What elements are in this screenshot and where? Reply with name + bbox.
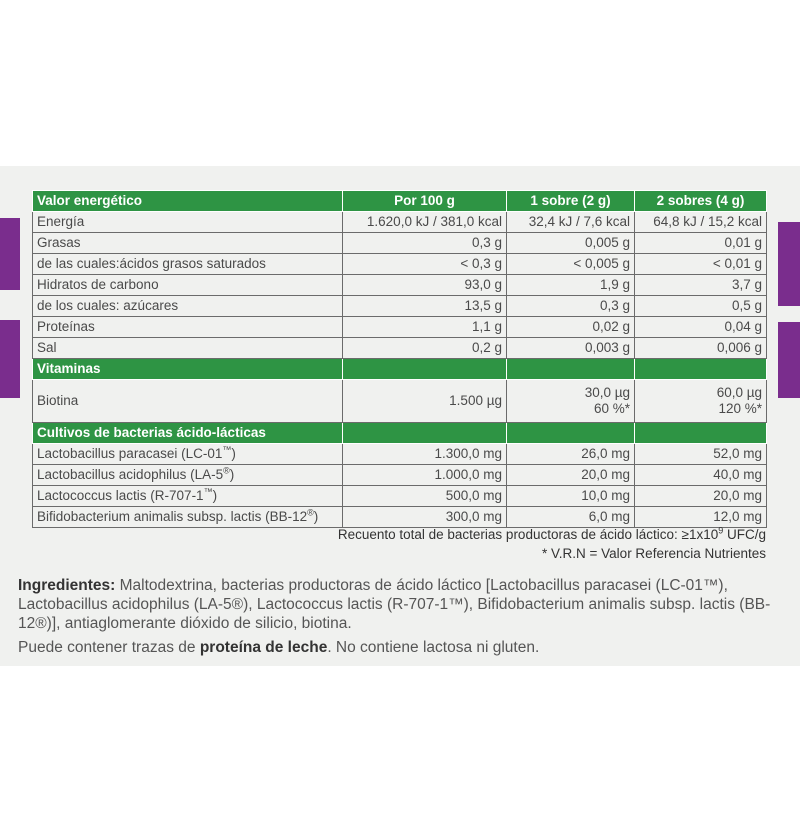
nutrient-value: 1,1 g <box>343 317 507 338</box>
ingredients-label: Ingredientes: <box>18 577 116 594</box>
nutrient-value: < 0,01 g <box>635 254 767 275</box>
table-row <box>33 486 767 507</box>
culture-name-suffix: ) <box>313 509 319 524</box>
trademark-mark: ™ <box>222 444 232 455</box>
culture-rows <box>33 444 767 528</box>
nutrient-name: Hidratos de carbono <box>33 275 343 296</box>
culture-value: 1.300,0 mg <box>343 444 507 465</box>
nutrient-name: Sal <box>33 338 343 359</box>
culture-value: 500,0 mg <box>343 486 507 507</box>
nutrient-name: de los cuales: azúcares <box>33 296 343 317</box>
purple-band-left-top <box>0 218 20 290</box>
traces-paragraph <box>18 638 788 657</box>
trademark-mark: ® <box>223 465 230 476</box>
nutrient-value: 3,7 g <box>635 275 767 296</box>
section-fill <box>507 359 635 380</box>
culture-value: 20,0 mg <box>635 486 767 507</box>
nutrient-value: 0,2 g <box>343 338 507 359</box>
value-1-sobre-amount: 30,0 µg <box>584 385 630 400</box>
value-per-100g: 1.500 µg <box>343 380 507 423</box>
nutrient-value: 64,8 kJ / 15,2 kcal <box>635 212 767 233</box>
section-fill <box>507 423 635 444</box>
purple-band-right-bottom <box>778 322 800 398</box>
culture-value: 300,0 mg <box>343 507 507 528</box>
culture-name-text: Lactobacillus acidophilus (LA-5 <box>37 467 224 482</box>
nutrient-name: Biotina <box>33 380 343 423</box>
header-2-sobres: 2 sobres (4 g) <box>635 191 767 212</box>
ingredients-paragraph <box>18 576 788 633</box>
count-exponent: 9 <box>718 525 724 536</box>
culture-value: 12,0 mg <box>635 507 767 528</box>
bacteria-count-note <box>338 527 766 542</box>
table-row <box>33 212 767 233</box>
nutrient-value: < 0,3 g <box>343 254 507 275</box>
nutrient-value: < 0,005 g <box>507 254 635 275</box>
value-2-sobres <box>635 380 767 423</box>
table-row <box>33 465 767 486</box>
traces-allergen: proteína de leche <box>199 639 328 656</box>
table-row <box>33 338 767 359</box>
vitamins-section <box>33 359 767 444</box>
table-row <box>33 254 767 275</box>
culture-name <box>33 465 343 486</box>
nutrient-value: 1,9 g <box>507 275 635 296</box>
table-row <box>33 317 767 338</box>
header-por-100g: Por 100 g <box>343 191 507 212</box>
count-suffix: UFC/g <box>723 527 766 542</box>
nutrient-value: 0,04 g <box>635 317 767 338</box>
section-row-cultures <box>33 423 767 444</box>
culture-value: 26,0 mg <box>507 444 635 465</box>
value-2-sobres-amount: 60,0 µg <box>716 385 762 400</box>
culture-name-text: Bifidobacterium animalis subsp. lactis (BB-12 <box>37 509 308 524</box>
culture-value: 1.000,0 mg <box>343 465 507 486</box>
table-row <box>33 507 767 528</box>
culture-name-suffix: ) <box>229 467 235 482</box>
section-fill <box>343 359 507 380</box>
culture-name <box>33 486 343 507</box>
culture-value: 52,0 mg <box>635 444 767 465</box>
table-row <box>33 275 767 296</box>
culture-name <box>33 444 343 465</box>
purple-band-right-top <box>778 222 800 306</box>
nutrient-value: 0,5 g <box>635 296 767 317</box>
table-row <box>33 233 767 254</box>
vrn-note: * V.R.N = Valor Referencia Nutrientes <box>542 546 766 561</box>
nutrient-name: de las cuales:ácidos grasos saturados <box>33 254 343 275</box>
value-1-sobre-pct: 60 %* <box>593 401 630 416</box>
nutrient-value: 32,4 kJ / 7,6 kcal <box>507 212 635 233</box>
culture-value: 6,0 mg <box>507 507 635 528</box>
nutrient-value: 1.620,0 kJ / 381,0 kcal <box>343 212 507 233</box>
nutrient-name: Energía <box>33 212 343 233</box>
culture-value: 40,0 mg <box>635 465 767 486</box>
energy-rows <box>33 212 767 359</box>
count-prefix: Recuento total de bacterias productoras de ácido láctico: ≥1x10 <box>337 527 719 542</box>
section-fill <box>635 423 767 444</box>
nutrient-value: 93,0 g <box>343 275 507 296</box>
header-valor-energetico: Valor energético <box>33 191 343 212</box>
trademark-mark: ® <box>307 507 314 518</box>
table-row <box>33 444 767 465</box>
culture-name-suffix: ) <box>212 488 218 503</box>
traces-suffix: . No contiene lactosa ni gluten. <box>327 639 540 656</box>
table-row-biotina <box>33 380 767 423</box>
nutrient-value: 0,003 g <box>507 338 635 359</box>
culture-name <box>33 507 343 528</box>
section-fill <box>635 359 767 380</box>
culture-name-suffix: ) <box>231 446 236 461</box>
nutrient-name: Grasas <box>33 233 343 254</box>
section-row-vitamins <box>33 359 767 380</box>
culture-name-text: Lactococcus lactis (R-707-1 <box>37 488 204 503</box>
table-header-row <box>33 191 767 212</box>
purple-band-left-bottom <box>0 320 20 398</box>
value-1-sobre <box>507 380 635 423</box>
header-1-sobre: 1 sobre (2 g) <box>507 191 635 212</box>
section-fill <box>343 423 507 444</box>
nutrient-value: 0,01 g <box>635 233 767 254</box>
section-label-cultures: Cultivos de bacterias ácido-lácticas <box>33 423 343 444</box>
trademark-mark: ™ <box>203 486 213 497</box>
nutrient-value: 13,5 g <box>343 296 507 317</box>
value-2-sobres-pct: 120 %* <box>718 401 762 416</box>
section-label-vitamins: Vitaminas <box>33 359 343 380</box>
traces-prefix: Puede contener trazas de <box>18 639 200 656</box>
nutrient-name: Proteínas <box>33 317 343 338</box>
table-row <box>33 296 767 317</box>
nutrient-value: 0,005 g <box>507 233 635 254</box>
nutrient-value: 0,02 g <box>507 317 635 338</box>
nutrient-value: 0,3 g <box>343 233 507 254</box>
ingredients-text: Maltodextrina, bacterias productoras de ácido láctico [Lactobacillus paracasei (LC-01™), Lactobacillus acidophilus (LA-5®), Lactococcus lactis (R-707-1™), Bifidobacterium animalis subsp. lactis (BB-12®)], antiaglomerante dióxido de silicio, biotina. <box>18 577 771 632</box>
nutrition-table <box>32 190 767 528</box>
culture-name-text: Lactobacillus paracasei (LC-01 <box>37 446 223 461</box>
nutrient-value: 0,006 g <box>635 338 767 359</box>
nutrient-value: 0,3 g <box>507 296 635 317</box>
culture-value: 10,0 mg <box>507 486 635 507</box>
culture-value: 20,0 mg <box>507 465 635 486</box>
